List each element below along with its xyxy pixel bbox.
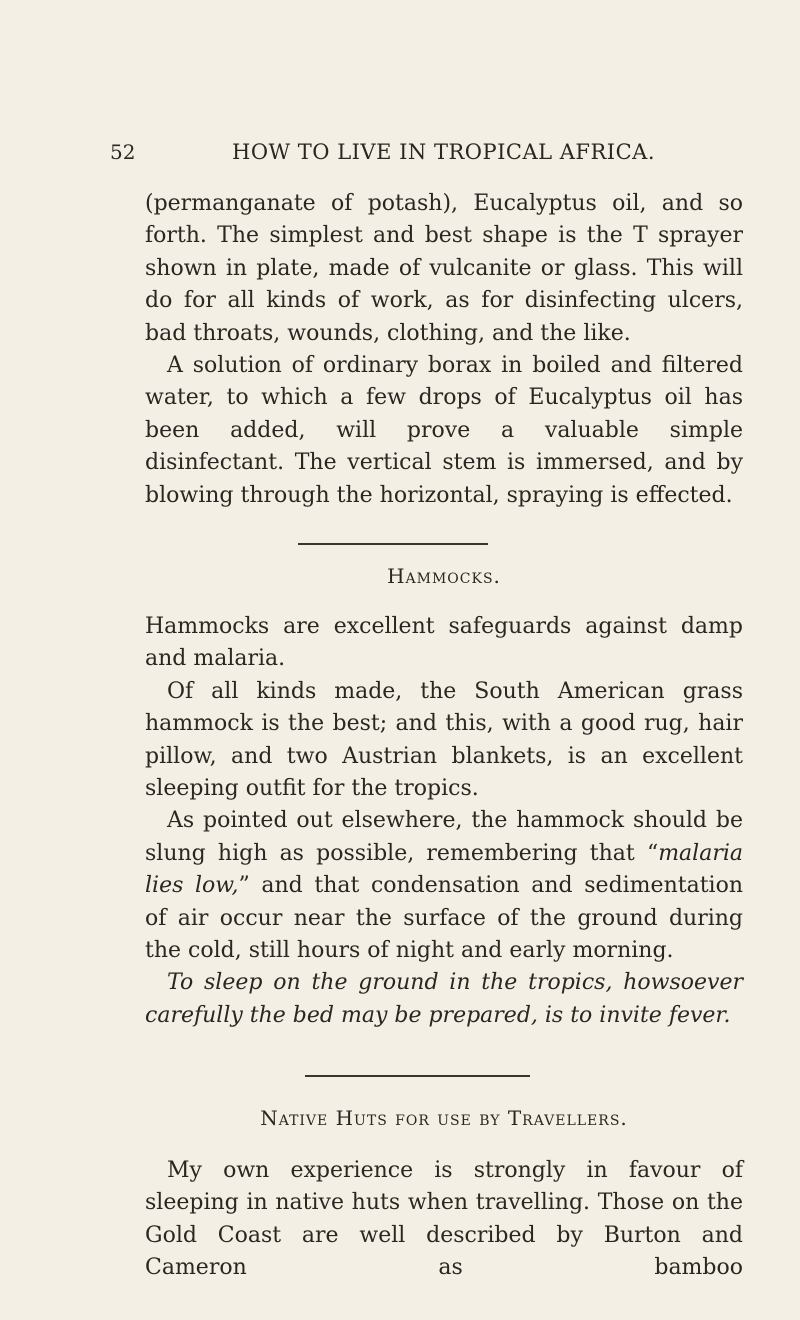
section-hammocks <box>145 611 743 1032</box>
paragraph-sprayer: (permanganate of potash), Eucalyptus oil, and so forth. The simplest and best shape is the T sprayer shown in plate, made of vulcanite or glass. This will do for all kinds of work, as for disinfecting ulcers, bad throats, wounds, clothing, and the like. <box>145 191 743 346</box>
section-heading-native-huts: Native Huts for use by Travellers. <box>260 1106 628 1130</box>
paragraph-grass-hammock: Of all kinds made, the South American grass hammock is the best; and this, with a good rug, hair pillow, and two Austrian blankets, is an excellent sleeping outfit for the tropics. <box>145 678 743 802</box>
running-title: HOW TO LIVE IN TROPICAL AFRICA. <box>232 140 656 164</box>
paragraph-sleep-ground: To sleep on the ground in the tropics, howsoever carefully the bed may be prepared, is to invite fever. <box>145 970 743 1028</box>
page-number: 52 <box>110 140 136 164</box>
page-header <box>110 140 740 172</box>
section-divider-2 <box>305 1075 530 1077</box>
paragraph-native-huts: My own experience is strongly in favour of sleeping in native huts when travelling. Those on the Gold Coast are well described by Burton and Cameron as bamboo <box>145 1158 743 1281</box>
section-native-huts <box>145 1155 743 1285</box>
section-heading-hammocks: Hammocks. <box>387 564 501 588</box>
paragraph-borax-solution: A solution of ordinary borax in boiled and filtered water, to which a few drops of Eucalyptus oil has been added, will prove a valuable simple disinfectant. The vertical stem is immersed, and by blowing through the horizontal, spraying is effected. <box>145 353 743 508</box>
slung-high-text-1: As pointed out elsewhere, the hammock should be slung high as possible, remembering that “ <box>145 808 743 866</box>
section-disinfectant <box>145 188 743 512</box>
malaria-quote: malaria lies low, <box>145 840 743 899</box>
slung-high-text-2: ” and that condensation and sedimentation of air occur near the surface of the ground during the cold, still hours of night and early morning. <box>145 873 743 964</box>
paragraph-hammocks-intro: Hammocks are excellent safeguards against damp and malaria. <box>145 614 743 672</box>
section-divider <box>298 543 488 545</box>
paragraph-slung-high <box>145 805 743 967</box>
